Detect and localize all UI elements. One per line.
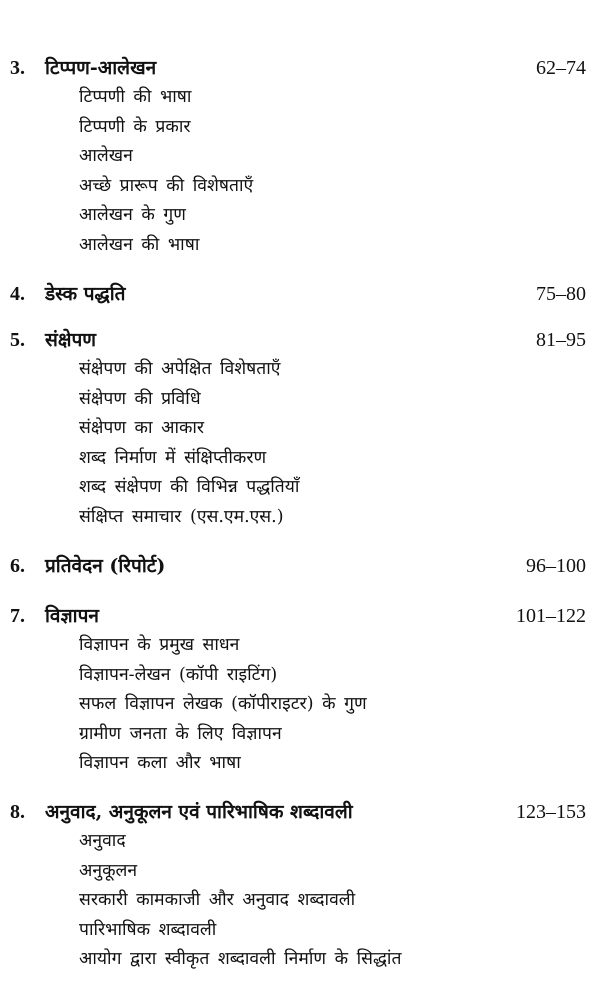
chapter-number: 5. — [10, 329, 25, 351]
section-item: सफल विज्ञापन लेखक (कॉपीराइटर) के गुण — [79, 694, 367, 714]
section-item: आलेखन — [79, 146, 133, 166]
chapter-page-range: 96–100 — [526, 555, 586, 577]
chapter-number: 4. — [10, 283, 25, 305]
section-item: आलेखन के गुण — [79, 205, 186, 225]
chapter-title: संक्षेपण — [45, 329, 96, 351]
chapter-page-range: 62–74 — [536, 57, 586, 79]
chapter-page-range: 123–153 — [516, 801, 586, 823]
section-item: विज्ञापन-लेखन (कॉपी राइटिंग) — [79, 664, 278, 685]
section-list — [0, 83, 600, 260]
section-item: अनुवाद — [79, 831, 126, 851]
section-item: आलेखन की भाषा — [79, 234, 200, 255]
chapter-title: डेस्क पद्धति — [45, 283, 126, 305]
section-item: अनुकूलन — [79, 860, 138, 881]
section-item: आयोग द्वारा स्वीकृत शब्दावली निर्माण के सिद्धांत — [79, 949, 402, 969]
chapter-page-range: 81–95 — [536, 329, 586, 351]
section-item: विज्ञापन के प्रमुख साधन — [79, 635, 240, 655]
chapter-5 — [0, 325, 600, 532]
section-item: पारिभाषिक शब्दावली — [79, 919, 217, 940]
chapter-number: 8. — [10, 801, 25, 823]
chapter-title: अनुवाद, अनुकूलन एवं पारिभाषिक शब्दावली — [45, 801, 353, 823]
chapter-3 — [0, 53, 600, 260]
section-item: शब्द संक्षेपण की विभिन्न पद्धतियाँ — [79, 477, 300, 497]
chapter-heading — [0, 601, 600, 631]
chapter-title: विज्ञापन — [45, 605, 99, 627]
chapter-7 — [0, 601, 600, 779]
chapter-number: 6. — [10, 555, 25, 577]
section-item: संक्षेपण की प्रविधि — [79, 388, 201, 409]
section-item: संक्षिप्त समाचार (एस.एम.एस.) — [79, 506, 284, 527]
section-item: सरकारी कामकाजी और अनुवाद शब्दावली — [79, 890, 356, 910]
section-item: टिप्पणी के प्रकार — [79, 116, 191, 137]
chapter-heading — [0, 551, 600, 581]
section-item: विज्ञापन कला और भाषा — [79, 753, 241, 773]
chapter-number: 7. — [10, 605, 25, 627]
section-list — [0, 631, 600, 779]
section-item: संक्षेपण की अपेक्षित विशेषताएँ — [79, 359, 281, 379]
chapter-4 — [0, 279, 600, 309]
section-list — [0, 355, 600, 532]
section-item: शब्द निर्माण में संक्षिप्तीकरण — [79, 447, 267, 468]
chapter-page-range: 75–80 — [536, 283, 586, 305]
chapter-number: 3. — [10, 57, 25, 79]
chapter-heading — [0, 797, 600, 827]
chapter-title: टिप्पण-आलेखन — [45, 57, 157, 79]
section-item: संक्षेपण का आकार — [79, 418, 205, 438]
chapter-8 — [0, 797, 600, 975]
chapter-heading — [0, 279, 600, 309]
section-item: टिप्पणी की भाषा — [79, 87, 192, 107]
chapter-6 — [0, 551, 600, 581]
chapter-heading — [0, 325, 600, 355]
chapter-page-range: 101–122 — [516, 605, 586, 627]
section-item: ग्रामीण जनता के लिए विज्ञापन — [79, 723, 282, 744]
chapter-heading — [0, 53, 600, 83]
chapter-title: प्रतिवेदन (रिपोर्ट) — [45, 555, 166, 577]
section-item: अच्छे प्रारूप की विशेषताएँ — [79, 175, 254, 196]
section-list — [0, 827, 600, 975]
